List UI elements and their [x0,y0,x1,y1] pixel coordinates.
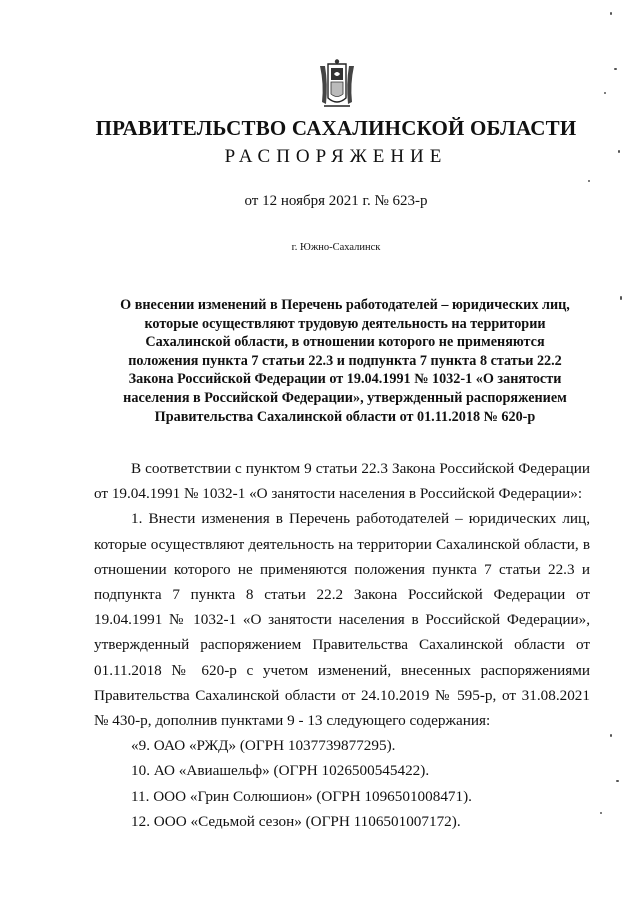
scan-speck [604,92,606,94]
point-1-paragraph: 1. Внести изменения в Перечень работодателей – юридических лиц, которые осуществляют деятельность на территории Сахалинской области, в отношении которого не применяются положения пункта 7 статьи 22.3 и подпункта 7 пункта 8 статьи 22.2 Закона Российской Федерации от 19.04.1991 № 1032-1 «О занятости населения в Российской Федерации», утвержденный распоряжением Правительства Сахалинской области от 01.11.2018 № 620-р с учетом изменений, внесенных распоряжениями Правительства Сахалинской области от 24.10.2019 № 595-р, от 31.08.2021 № 430-р, дополнив пунктами 9 - 13 следующего содержания: [94,510,590,730]
sakhalin-coat-of-arms-icon [314,58,360,110]
scan-speck [588,180,590,182]
scan-speck [610,12,612,15]
document-date-number: от 12 ноября 2021 г. № 623-р [244,193,428,209]
amendment-item-12: 12. ООО «Седьмой сезон» (ОГРН 1106501007172). [131,812,461,830]
amendment-item-10: 10. АО «Авиашельф» (ОГРН 1026500545422). [131,762,430,780]
amendment-item-9: «9. ОАО «РЖД» (ОГРН 1037739877295). [131,737,396,755]
scan-speck [610,734,612,737]
document-body [94,456,590,834]
scan-speck [620,296,622,300]
preamble-paragraph: В соответствии с пунктом 9 статьи 22.3 Закона Российской Федерации от 19.04.1991 № 1032-1 «О занятости населения в Российской Федерации»: [94,460,590,503]
document-type: РАСПОРЯЖЕНИЕ [224,146,448,167]
document-subject: О внесении изменений в Перечень работодателей – юридических лиц, которые осуществляют трудовую деятельность на территории Сахалинской области, в отношении которого не применяются положения пункта 7 статьи 22.3 и подпункта 7 пункта 8 статьи 22.2 Закона Российской Федерации от 19.04.1991 № 1032-1 «О занятости населения в Российской Федерации», утвержденный распоряжением Правительства Сахалинской области от 01.11.2018 № 620-р [120,297,570,425]
scan-speck [616,780,619,782]
amendment-items [94,733,590,834]
government-title: ПРАВИТЕЛЬСТВО САХАЛИНСКОЙ ОБЛАСТИ [95,116,577,140]
document-city: г. Южно-Сахалинск [291,242,381,253]
scan-speck [614,68,617,70]
amendment-item-11: 11. ООО «Грин Солюшион» (ОГРН 1096501008471). [131,787,472,805]
scan-speck [600,812,602,814]
scan-speck [618,150,620,153]
